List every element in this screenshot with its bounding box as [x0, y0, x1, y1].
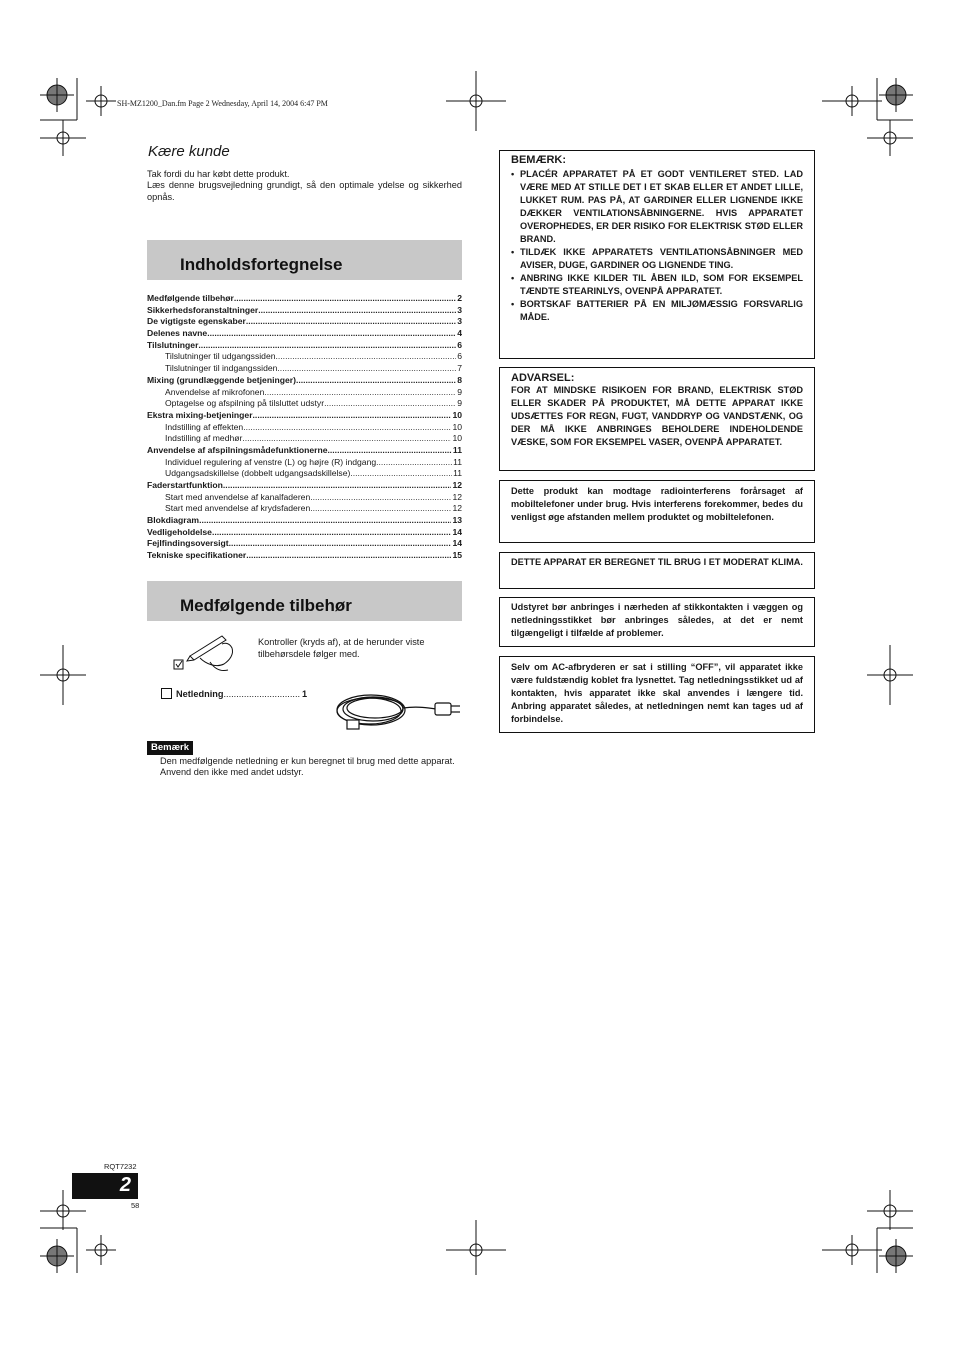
- page-number: 2: [119, 1174, 131, 1196]
- toc-leader-dots: [246, 550, 451, 562]
- toc-entry-label: Individuel regulering af venstre (L) og højre (R) indgang: [165, 456, 377, 467]
- accessories-title: Medfølgende tilbehør: [180, 596, 352, 615]
- toc-entry: [147, 480, 462, 492]
- info-box-interference: Dette produkt kan modtage radiointerferens forårsaget af mobiltelefoner under brug. Hvis interferens forekommer, bedes du venligst øge afstanden mellem produktet og mobiltelefonen.: [499, 480, 815, 543]
- advarsel-text: FOR AT MINDSKE RISIKOEN FOR BRAND, ELEKTRISK STØD ELLER SKADER PÅ PRODUKTET, MÅ DETTE APPARAT IKKE UDSÆTTES FOR REGN, FUGT, VANDDRYP OG VANDSTÆNK, OG DER MÅ IKKE ANBRINGES BEHOLDERE INDEHOLDENDE VÆSKE, SOM FOR EKSEMPEL VASER, OVENPÅ APPARATET.: [511, 385, 803, 447]
- toc-entry: [147, 550, 462, 562]
- note-line: Anvend den ikke med andet udstyr.: [160, 767, 304, 777]
- checkbox: [161, 688, 172, 699]
- toc-leader-dots: [324, 398, 456, 410]
- toc-entry-page: 12: [452, 480, 462, 490]
- info-box-climate: DETTE APPARAT ER BEREGNET TIL BRUG I ET MODERAT KLIMA.: [499, 552, 815, 589]
- toc-entry-label: Ekstra mixing-betjeninger: [147, 409, 253, 420]
- toc-entry-label: Start med anvendelse af krydsfaderen: [165, 503, 311, 514]
- toc-entry: [147, 410, 462, 422]
- toc-entry: [147, 503, 462, 515]
- toc-leader-dots: [376, 457, 452, 469]
- bemaerk-bullet: • BORTSKAF BATTERIER PÅ EN MILJØMÆSSIG FORSVARLIG MÅDE.: [511, 299, 803, 322]
- toc-entry-page: 12: [452, 491, 462, 502]
- toc-entry-page: 7: [457, 363, 462, 374]
- toc-entry-label: Udgangsadskillelse (dobbelt udgangsadskillelse): [165, 468, 351, 479]
- toc-entry-label: Vedligeholdelse: [147, 526, 212, 537]
- toc-entry: [147, 492, 462, 504]
- toc-leader-dots: [276, 351, 457, 363]
- toc-entry-label: Tekniske specifikationer: [147, 550, 247, 561]
- toc-entry: [147, 468, 462, 480]
- bemaerk-bullet: • PLACÉR APPARATET PÅ ET GODT VENTILERET STED. LAD VÆRE MED AT STILLE DET I ET SKAB ELLER ET ANDET LILLE, LUKKET RUM. PAS PÅ, AT GARDINER ELLER LIGNENDE IKKE DÆKKER VENTILATIONSÅBNINGERNE. HVIS APPARATET OVEROPHEDES, ER DER RISIKO FOR ELEKTRISK STØD ELLER BRAND.: [511, 169, 803, 244]
- accessory-dots: ..............................: [223, 688, 301, 699]
- toc-entry-label: Indstilling af medhør: [165, 433, 243, 444]
- greeting: Kære kunde: [148, 143, 230, 160]
- toc-entry-page: 8: [457, 374, 462, 385]
- toc-entry: [147, 457, 462, 469]
- toc-entry-page: 10: [452, 409, 462, 420]
- toc-entry: [147, 305, 462, 317]
- toc-entry-page: 10: [452, 433, 462, 444]
- toc-entry-label: Start med anvendelse af kanalfaderen: [165, 491, 311, 502]
- toc-entry: [147, 328, 462, 340]
- toc-entry-page: 13: [452, 515, 462, 526]
- info-box-socket: Udstyret bør anbringes i nærheden af stikkontakten i væggen og netledningsstikket bør anbringes således, at det er nemt tilgængeligt i tilfælde af problemer.: [499, 597, 815, 647]
- toc-title: Indholdsfortegnelse: [180, 255, 343, 274]
- note-text: [160, 756, 460, 778]
- bemaerk-title: BEMÆRK:: [511, 154, 566, 166]
- toc-entry-page: 14: [452, 538, 462, 549]
- toc-entry: [147, 375, 462, 387]
- toc-entry-page: 11: [453, 456, 462, 467]
- toc-entry-label: Anvendelse af afspilningsmådefunktionerne: [147, 444, 328, 455]
- toc-entry: [147, 527, 462, 539]
- toc-entry-label: De vigtigste egenskaber: [147, 316, 246, 327]
- hand-pencil-checkmark-icon: [172, 628, 238, 674]
- toc-entry: [147, 422, 462, 434]
- toc-leader-dots: [350, 468, 452, 480]
- toc-leader-dots: [310, 492, 451, 504]
- toc-entry-label: Indstilling af effekten: [165, 421, 244, 432]
- toc-entry-label: Sikkerhedsforanstaltninger: [147, 304, 259, 315]
- intro-text: [147, 169, 462, 203]
- toc-entry-label: Optagelse og afspilning på tilsluttet udstyr: [165, 398, 325, 409]
- advarsel-box: [499, 367, 815, 471]
- toc-entry-label: Tilslutninger til udgangssiden: [165, 351, 276, 362]
- bemaerk-bullet: • TILDÆK IKKE APPARATETS VENTILATIONSÅBNINGER MED AVISER, DUGE, GARDINER OG LIGNENDE TING.: [511, 247, 803, 270]
- toc-entry-page: 11: [453, 468, 462, 479]
- toc-leader-dots: [198, 340, 456, 352]
- toc-leader-dots: [253, 410, 452, 422]
- page-number-box: [72, 1173, 138, 1199]
- advarsel-title: ADVARSEL:: [511, 372, 575, 384]
- toc-leader-dots: [234, 293, 456, 305]
- toc-leader-dots: [258, 305, 456, 317]
- toc-entry: [147, 351, 462, 363]
- toc-leader-dots: [229, 538, 452, 550]
- file-header: SH-MZ1200_Dan.fm Page 2 Wednesday, April 14, 2004 6:47 PM: [117, 99, 328, 108]
- toc-leader-dots: [212, 527, 451, 539]
- toc-entry-page: 3: [457, 316, 462, 327]
- toc-entry-label: Blokdiagram: [147, 515, 200, 526]
- toc-leader-dots: [277, 363, 456, 375]
- accessories-instruction: Kontroller (kryds af), at de herunder viste tilbehørsdele følger med.: [258, 637, 425, 659]
- toc-entry-label: Faderstartfunktion: [147, 480, 223, 490]
- intro-line: Læs denne brugsvejledning grundigt, så den optimale ydelse og sikkerhed opnås.: [147, 180, 462, 202]
- toc-entry: [147, 387, 462, 399]
- toc-leader-dots: [246, 316, 456, 328]
- toc-entry-page: 12: [452, 503, 462, 514]
- toc-entry: [147, 538, 462, 550]
- toc-leader-dots: [207, 328, 456, 340]
- toc-leader-dots: [199, 515, 451, 527]
- accessory-item-power-cord: [161, 688, 307, 699]
- toc-entry: [147, 340, 462, 352]
- toc-leader-dots: [264, 387, 456, 399]
- toc-entry-page: 9: [457, 386, 462, 397]
- bemaerk-box: [499, 150, 815, 359]
- toc-entry: [147, 445, 462, 457]
- accessory-label: Netledning: [176, 688, 224, 699]
- toc-entry-label: Mixing (grundlæggende betjeninger): [147, 374, 296, 385]
- toc-leader-dots: [328, 445, 452, 457]
- note-line: Den medfølgende netledning er kun beregnet til brug med dette apparat.: [160, 756, 455, 766]
- toc-entry: [147, 433, 462, 445]
- sub-page-number: 58: [131, 1201, 140, 1210]
- model-code: RQT7232: [104, 1162, 137, 1171]
- toc-leader-dots: [296, 375, 456, 387]
- accessory-qty: 1: [302, 688, 308, 699]
- toc-entry-label: Delenes navne: [147, 328, 208, 339]
- info-box-off-switch: Selv om AC-afbryderen er sat i stilling “OFF”, vil apparatet ikke være fuldstændig koblet fra lysnettet. Tag netledningsstikket ud af kontakten, hvis apparatet ikke skal anvendes i længere tid. Anbring apparatet således, at netledningen nemt kan tages ud af forbindelse.: [499, 656, 815, 733]
- toc-entry: [147, 515, 462, 527]
- toc-leader-dots: [242, 433, 451, 445]
- toc-header: [147, 240, 462, 280]
- toc-entry-page: 6: [457, 351, 462, 362]
- toc-entry-label: Medfølgende tilbehør: [147, 293, 234, 303]
- toc-leader-dots: [223, 480, 452, 492]
- toc-entry: [147, 316, 462, 328]
- toc-entry-page: 14: [452, 526, 462, 537]
- toc-entry-label: Anvendelse af mikrofonen: [165, 386, 265, 397]
- toc-entry-page: 4: [457, 328, 462, 339]
- bemaerk-bullet: • ANBRING IKKE KILDER TIL ÅBEN ILD, SOM FOR EKSEMPEL TÆNDTE STEARINLYS, OVENPÅ APPARATET.: [511, 273, 803, 296]
- toc-leader-dots: [310, 503, 451, 515]
- toc-entry-page: 6: [457, 339, 462, 350]
- toc-entry-page: 2: [457, 293, 462, 303]
- toc-leader-dots: [243, 422, 451, 434]
- toc-entry-page: 10: [452, 421, 462, 432]
- toc-entry: [147, 363, 462, 375]
- toc-entry-label: Fejlfindingsoversigt: [147, 538, 229, 549]
- toc-entry-label: Tilslutninger: [147, 339, 199, 350]
- accessories-header: [147, 581, 462, 621]
- toc-entry-page: 9: [457, 398, 462, 409]
- toc-entry-page: 3: [457, 304, 462, 315]
- toc-entry: [147, 293, 462, 305]
- intro-line: Tak fordi du har købt dette produkt.: [147, 169, 290, 179]
- power-cord-icon: [333, 688, 463, 734]
- table-of-contents: [147, 293, 462, 562]
- note-badge: Bemærk: [147, 741, 193, 755]
- toc-entry: [147, 398, 462, 410]
- toc-entry-page: 15: [452, 550, 462, 561]
- toc-entry-page: 11: [452, 444, 462, 455]
- toc-entry-label: Tilslutninger til indgangssiden: [165, 363, 278, 374]
